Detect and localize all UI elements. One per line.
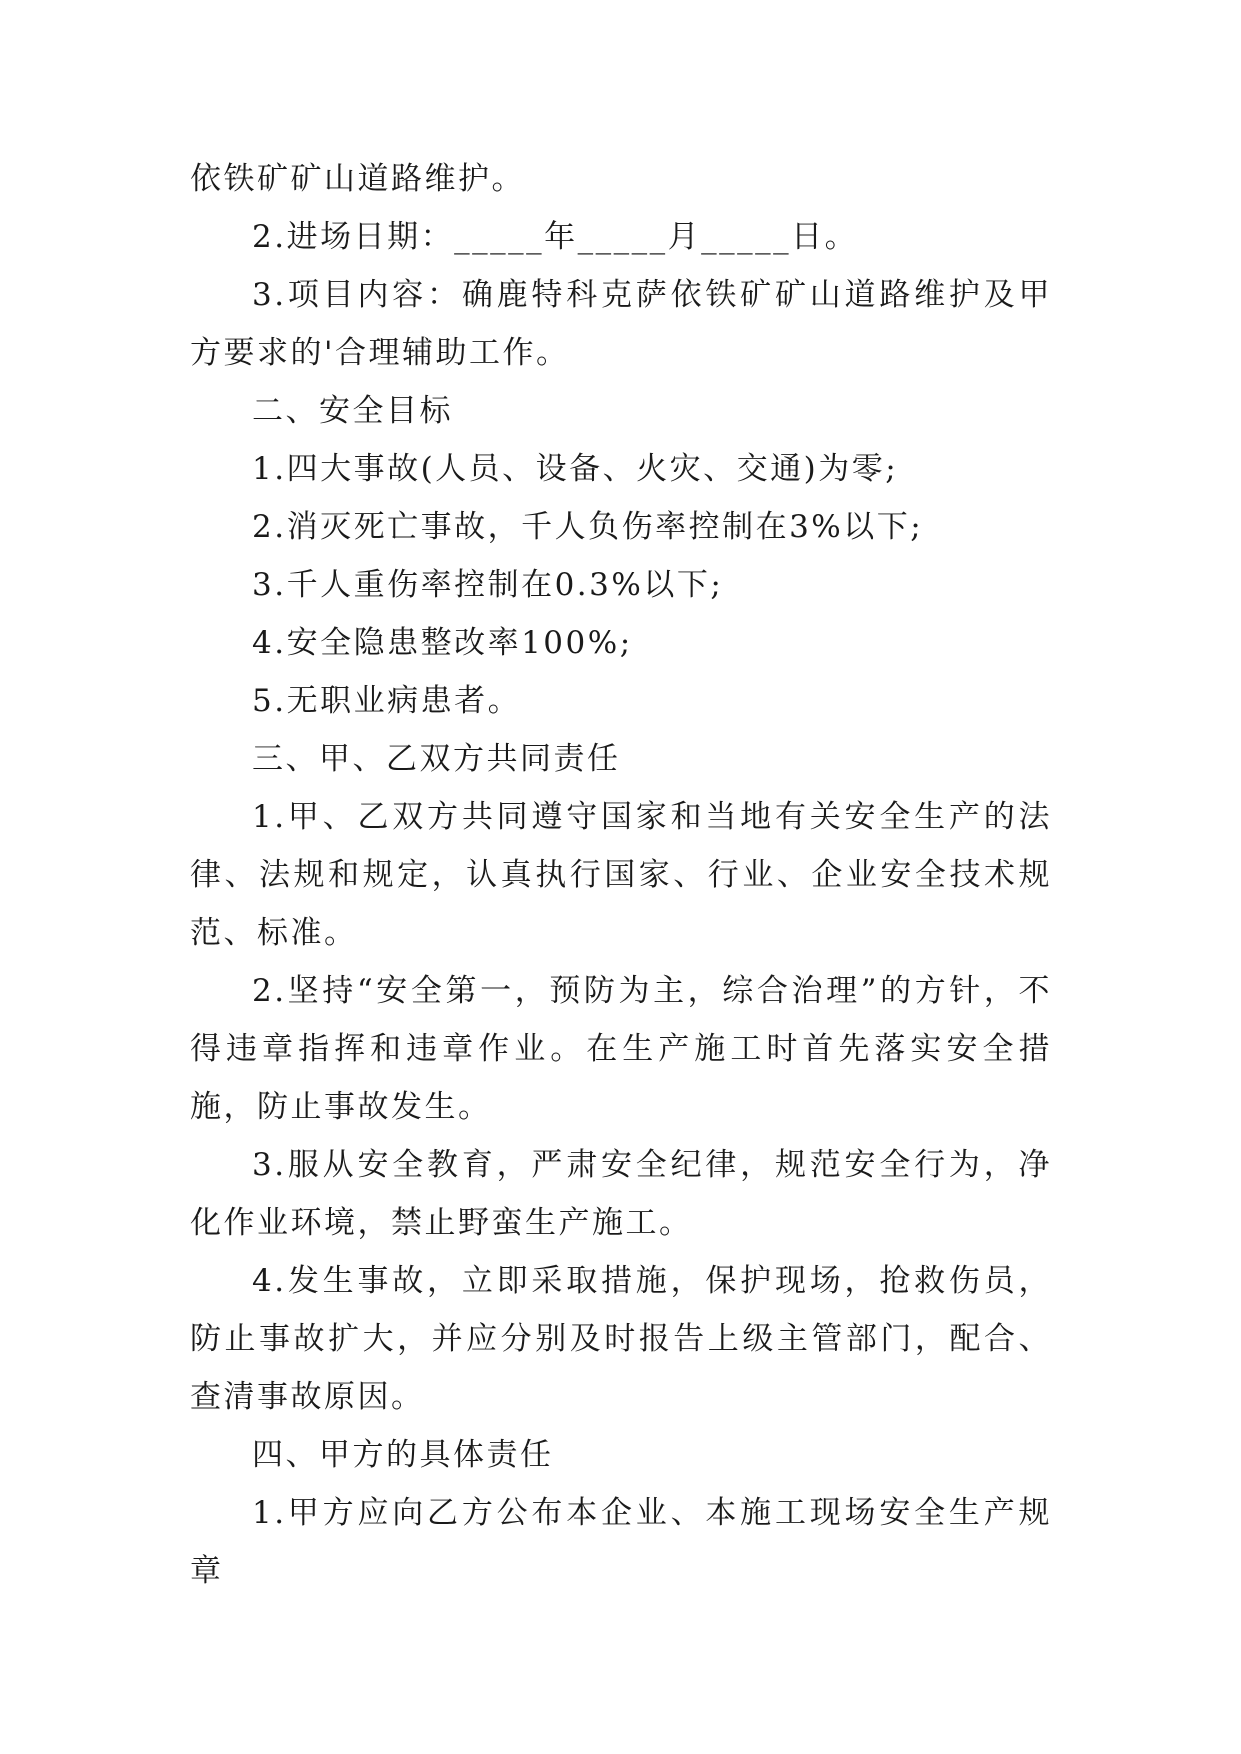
paragraph: 依铁矿矿山道路维护。 <box>190 161 525 197</box>
paragraph: 1.四大事故(人员、设备、火灾、交通)为零; <box>252 451 899 487</box>
section-heading: 四、甲方的具体责任 <box>252 1437 554 1473</box>
paragraph: 2.进场日期：_____年_____月_____日。 <box>252 219 859 255</box>
section-heading: 三、甲、乙双方共同责任 <box>252 741 621 777</box>
document-body <box>190 150 1052 1600</box>
paragraph: 1.甲、乙双方共同遵守国家和当地有关安全生产的法律、法规和规定，认真执行国家、行业、企业安全技术规范、标准。 <box>190 799 1052 951</box>
paragraph: 5.无职业病患者。 <box>252 683 522 719</box>
section-heading: 二、安全目标 <box>252 393 453 429</box>
paragraph: 3.项目内容：确鹿特科克萨依铁矿矿山道路维护及甲方要求的'合理辅助工作。 <box>190 277 1052 371</box>
paragraph: 4.发生事故，立即采取措施，保护现场，抢救伤员，防止事故扩大，并应分别及时报告上级主管部门，配合、查清事故原因。 <box>190 1263 1052 1415</box>
paragraph: 2.消灭死亡事故，千人负伤率控制在3%以下; <box>252 509 924 545</box>
paragraph: 4.安全隐患整改率100%; <box>252 625 633 661</box>
paragraph: 3.服从安全教育，严肃安全纪律，规范安全行为，净化作业环境，禁止野蛮生产施工。 <box>190 1147 1052 1241</box>
paragraph: 2.坚持“安全第一，预防为主，综合治理”的方针，不得违章指挥和违章作业。在生产施工时首先落实安全措施，防止事故发生。 <box>190 973 1052 1125</box>
paragraph: 3.千人重伤率控制在0.3%以下; <box>252 567 724 603</box>
paragraph: 1.甲方应向乙方公布本企业、本施工现场安全生产规章 <box>190 1495 1052 1589</box>
